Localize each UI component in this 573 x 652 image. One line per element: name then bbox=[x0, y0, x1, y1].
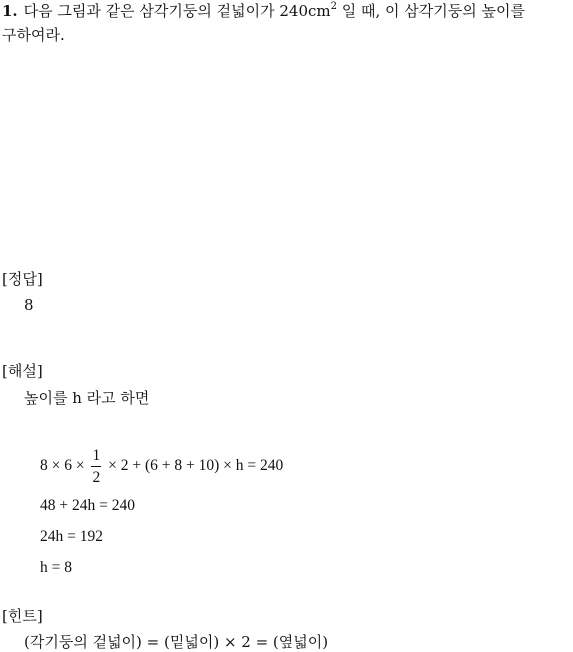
question-text-part1: 다음 그림과 같은 삼각기둥의 겉넓이가 240cm bbox=[23, 2, 331, 20]
hint-text: (각기둥의 겉넓이) = (밑넓이) × 2 = (옆넓이) bbox=[24, 633, 329, 651]
question-number: 1. bbox=[2, 2, 18, 20]
equation-1-right: × 2 + (6 + 8 + 10) × h = 240 bbox=[108, 457, 284, 475]
equation-1 bbox=[40, 448, 283, 485]
answer-value: 8 bbox=[24, 296, 34, 314]
explanation-heading: [해설] bbox=[2, 362, 43, 380]
equation-1-left: 8 × 6 × bbox=[40, 457, 85, 475]
equation-3: 24h = 192 bbox=[40, 528, 103, 545]
question-text-part2: 일 때, 이 삼각기둥의 높이를 bbox=[336, 2, 525, 20]
answer-heading: [정답] bbox=[2, 270, 43, 288]
area-unit-superscript: 2 bbox=[330, 1, 337, 12]
equation-4: h = 8 bbox=[40, 559, 72, 576]
fraction-one-half bbox=[91, 448, 101, 485]
fraction-numerator: 1 bbox=[91, 448, 101, 467]
question-line-1 bbox=[2, 0, 525, 21]
hint-heading: [힌트] bbox=[2, 607, 43, 625]
question-line-2: 구하여라. bbox=[2, 26, 65, 44]
equation-2: 48 + 24h = 240 bbox=[40, 497, 135, 514]
fraction-denominator: 2 bbox=[92, 468, 101, 486]
explanation-intro: 높이를 h 라고 하면 bbox=[24, 389, 150, 407]
